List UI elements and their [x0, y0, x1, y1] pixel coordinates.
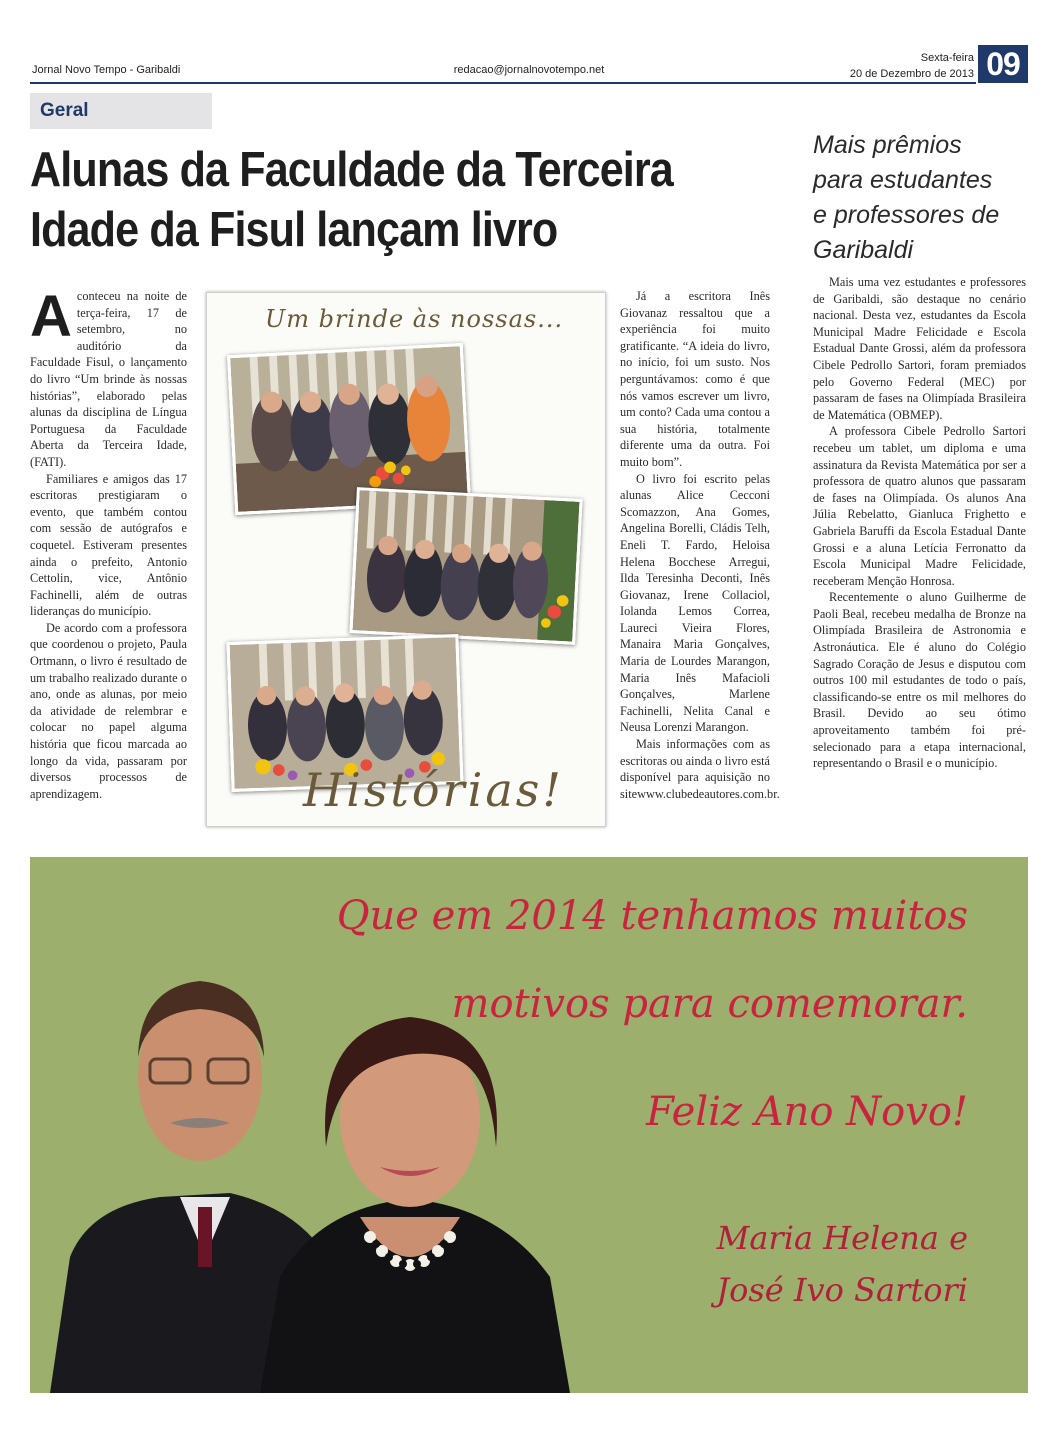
ad-signature-line-2: José Ivo Sartori [716, 1271, 968, 1309]
sidebar-paragraph: Mais uma vez estudantes e professores de Garibaldi, são destaque no cenário nacional. Desta vez, estudantes da Escola Municipal Madre Felicidade e Escola Estadual Dante Grossi, além da professora Cibele Pedrollo Sartori, foram premiados pelo Governo Federal (MEC) por passaram de fases na Olimpíada Brasileira de Matemática (OBMEP). [813, 275, 1026, 422]
ad-message-line-2: motivos para comemorar. [451, 981, 968, 1027]
photo-collage [206, 292, 606, 827]
article-paragraph: Mais informações com as escritoras ou ainda o livro está disponível para aquisição no sitewww.clubedeautores.com.br. [620, 737, 780, 801]
headline-line-2: Idade da Fisul lançam livro [30, 203, 558, 257]
header-divider [30, 82, 976, 84]
sidebar-title-line: Mais prêmios [813, 131, 962, 159]
issue-weekday: Sexta-feira [920, 52, 974, 64]
section-tag [30, 93, 212, 129]
article-column-2 [620, 288, 780, 802]
collage-script-top: Um brinde às nossas... [265, 305, 564, 333]
group-photo-2 [349, 487, 582, 645]
sidebar-title [813, 128, 1028, 268]
article-paragraph: Aconteceu na noite de terça-feira, 17 de setembro, no auditório da Faculdade Fisul, o lançamento do livro “Um brinde às nossas histórias”, elaborado pelas alunas da disciplina de Língua Portuguesa da Faculdade Aberta da Terceira Idade, (FATI). [30, 284, 187, 469]
sidebar-title-line: para estudantes [813, 166, 993, 194]
sidebar-paragraph: Recentemente o aluno Guilherme de Paoli Beal, recebeu medalha de Bronze na Olimpíada Brasileira de Astronomia e Astronáutica. Ele é aluno do Colégio Sagrado Coração de Jesus e disputou com outros 100 mil estudantes de todo o país, classificando-se entre os mil melhores do Brasil. Devido ao seu ótimo aproveitamento também foi pré-selecionado para a etapa internacional, representando o Brasil e o município. [813, 590, 1026, 771]
page-number: 09 [978, 45, 1028, 83]
article-paragraph: Familiares e amigos das 17 escritoras prestigiaram o evento, que também contou com sessão de autógrafos e coquetel. Estiveram presentes ainda o prefeito, Antonio Cettolin, vice, Antônio Fachinelli, além de outras lideranças do município. [30, 471, 187, 619]
headline-line-1: Alunas da Faculdade da Terceira [30, 143, 673, 197]
ad-greeting: Feliz Ano Novo! [646, 1089, 968, 1135]
article-paragraph: De acordo com a professora que coordenou o projeto, Paula Ortmann, o livro é resultado de um trabalho realizado durante o ano, onde as alunas, por meio da atividade de relembrar e colocar no papel alguma história que ficou marcada ao longo da vida, passaram por diversos processos de aprendizagem. [30, 620, 187, 801]
new-year-advertisement [30, 857, 1028, 1393]
article-column-1 [30, 284, 187, 802]
issue-date [850, 50, 974, 82]
section-label: Geral [40, 100, 89, 121]
ad-signature-line-1: Maria Helena e [716, 1219, 968, 1257]
publication-name: Jornal Novo Tempo - Garibaldi [32, 64, 181, 76]
ad-message-line-1: Que em 2014 tenhamos muitos [336, 893, 968, 939]
article-paragraph: O livro foi escrito pelas alunas Alice Cecconi Scomazzon, Ana Gomes, Angelina Borelli, Cládis Telh, Eneli T. Fardo, Heloisa Helena Bocchese Arregui, Ilda Teresinha Deconti, Inês Giovanaz, Irene Collaciol, Iolanda Lemos Correa, Laureci Vieira Flores, Manaira Maria Gonçalves, Maria de Lourdes Marangon, Maria Inês Mafacioli Gonçalves, Marlene Fachinelli, Nelita Canal e Neusa Lorenzi Marangon. [620, 471, 770, 735]
group-photo-1 [227, 343, 471, 515]
sidebar-title-line: Garibaldi [813, 236, 914, 264]
drop-cap: A [30, 284, 72, 349]
article-headline [30, 140, 699, 260]
sidebar-paragraph: A professora Cibele Pedrollo Sartori recebeu um tablet, um diploma e uma assinatura da Revista Matemática por ser a professora de quatro alunos que passaram de fases na Olimpíada. Os alunos Ana Júlia Rebelatto, Gianluca Frighetto e Gabriela Baruffi da Escola Estadual Dante Grossi e a aluna Letícia Ferronatto da Escola Municipal Madre Felicidade, receberam Menção Honrosa. [813, 424, 1026, 588]
collage-script-bottom: Histórias! [303, 763, 564, 817]
article-paragraph: Já a escritora Inês Giovanaz ressaltou que a experiência foi muito gratificante. “A ideia do livro, no início, foi um susto. Nos perguntávamos: como é que nós vamos escrever um livro, um conto? Cada uma contou a sua história, totalmente diferente uma da outra. Foi muito bom”. [620, 289, 770, 469]
editorial-email: redacao@jornalnovotempo.net [453, 64, 605, 76]
issue-date-text: 20 de Dezembro de 2013 [849, 68, 974, 80]
sidebar-column [813, 274, 1026, 772]
sidebar-title-line: e professores de [813, 201, 1000, 229]
